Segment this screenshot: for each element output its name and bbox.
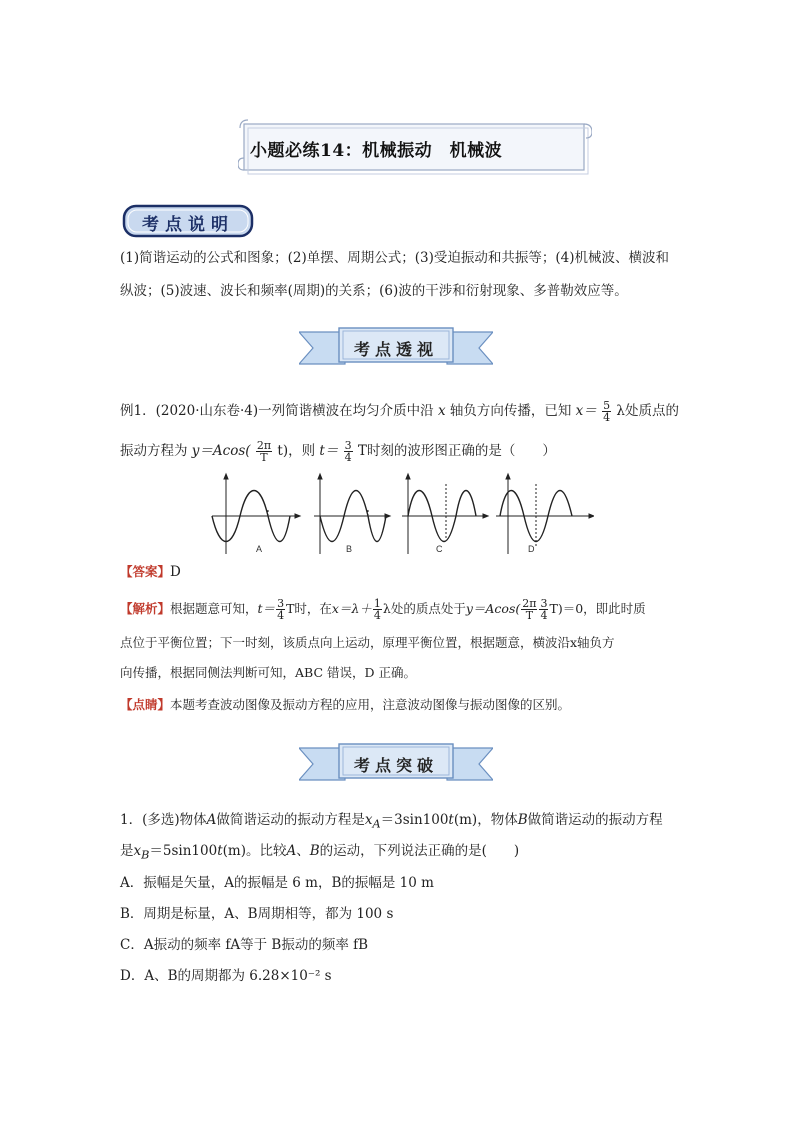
example-prefix: 例1．(2020·山东卷·4)一列简谐横波在均匀介质中沿 [120, 403, 434, 419]
ribbon-label: 考点透视 [353, 340, 438, 359]
answer-tag: 【答案】 [120, 564, 171, 579]
option-d[interactable]: D．A、B的周期都为 6.28×10⁻² s [120, 968, 332, 984]
analysis-tag: 【解析】 [120, 601, 171, 616]
option-b[interactable]: B．周期是标量，A、B周期相等，都为 100 s [120, 906, 394, 922]
example-mid: 轴负方向传播，已知 [449, 403, 572, 419]
wave-graph-c [402, 474, 488, 554]
analysis-line3: 向传播，根据同侧法判断可知，ABC 错误，D 正确。 [120, 665, 416, 680]
badge-label: 考点说明 [142, 215, 234, 235]
question1-line2: 是$x_B=5\sin 100t(m)$。比较A、B的运动，下列说法正确的是( ) [120, 843, 520, 862]
question1-line1: 1．(多选)物体A做简谐运动的振动方程是$x_A=3\sin 100t(m)$，物体B做简谐运动的振动方程 [120, 812, 663, 831]
fraction: $\frac{1}{4}$ [373, 597, 381, 622]
example-line2-tail: T时刻的波形图正确的是（ ） [357, 443, 556, 459]
fraction: $\frac{2\pi}{T}$ [256, 439, 272, 464]
section-ribbon-insight [299, 326, 493, 370]
intro-text-line2: 纵波；(5)波速、波长和频率(周期)的关系；(6)波的干涉和衍射现象、多普勒效应等。 [120, 283, 628, 299]
comment-line [120, 696, 570, 714]
var-x: x [437, 403, 446, 419]
analysis-line2: 点位于平衡位置；下一时刻，该质点向上运动，原理平衡位置，根据题意，横波沿x轴负方 [120, 635, 615, 650]
eq-y: y＝Acos( [191, 443, 251, 459]
eq-t: t＝ [319, 443, 339, 459]
eq-x: x＝ [575, 403, 597, 419]
fraction: $\frac{3}{4}$ [344, 439, 352, 464]
comment-tag: 【点睛】 [120, 697, 171, 712]
page-title: 小题必练14：机械振动 机械波 [250, 141, 503, 161]
answer-line [120, 563, 181, 581]
ribbon-label: 考点突破 [353, 756, 438, 775]
example-line1 [120, 400, 679, 423]
intro-text-line1: (1)简谐运动的公式和图象；(2)单摆、周期公式；(3)受迫振动和共振等；(4)机械波、横波和 [120, 250, 669, 266]
example-tail: λ处质点的 [616, 403, 679, 419]
fraction: $\frac{2\pi}{T}$ [522, 597, 537, 622]
eq-y-tail: t)，则 [277, 443, 316, 459]
graph-label-b: B [346, 544, 353, 554]
fraction: $\frac{5}{4}$ [603, 399, 611, 424]
option-c[interactable]: C．A振动的频率 fA等于 B振动的频率 fB [120, 937, 369, 953]
wave-graph-a [212, 474, 300, 554]
graph-label-a: A [256, 544, 263, 554]
fraction: $\frac{3}{4}$ [540, 597, 548, 622]
wave-graphs-figure [204, 470, 594, 558]
analysis-line1: 【解析】根据题意可知，t＝ $\frac{3}{4}$ T时，在x＝λ＋ $\frac{1}{4}$ λ处的质点处于y＝Acos( $\frac{2\pi}{T}$ $\frac{3}{4}$ T)＝0，即此时质 [120, 597, 646, 622]
example-line2 [120, 440, 556, 463]
wave-graph-d [496, 474, 594, 554]
fraction: $\frac{3}{4}$ [277, 597, 285, 622]
example-line2-a: 振动方程为 [120, 443, 188, 459]
section-badge-intro [122, 204, 254, 238]
option-a[interactable]: A．振幅是矢量，A的振幅是 6 m，B的振幅是 10 m [120, 875, 434, 891]
title-banner [238, 118, 592, 176]
wave-graph-b [314, 474, 390, 554]
graph-label-c: C [436, 544, 443, 554]
graph-label-d: D [528, 544, 535, 554]
section-ribbon-breakthrough [299, 742, 493, 786]
comment-text: 本题考查波动图像及振动方程的应用，注意波动图像与振动图像的区别。 [170, 697, 571, 712]
answer-value: D [170, 564, 181, 580]
